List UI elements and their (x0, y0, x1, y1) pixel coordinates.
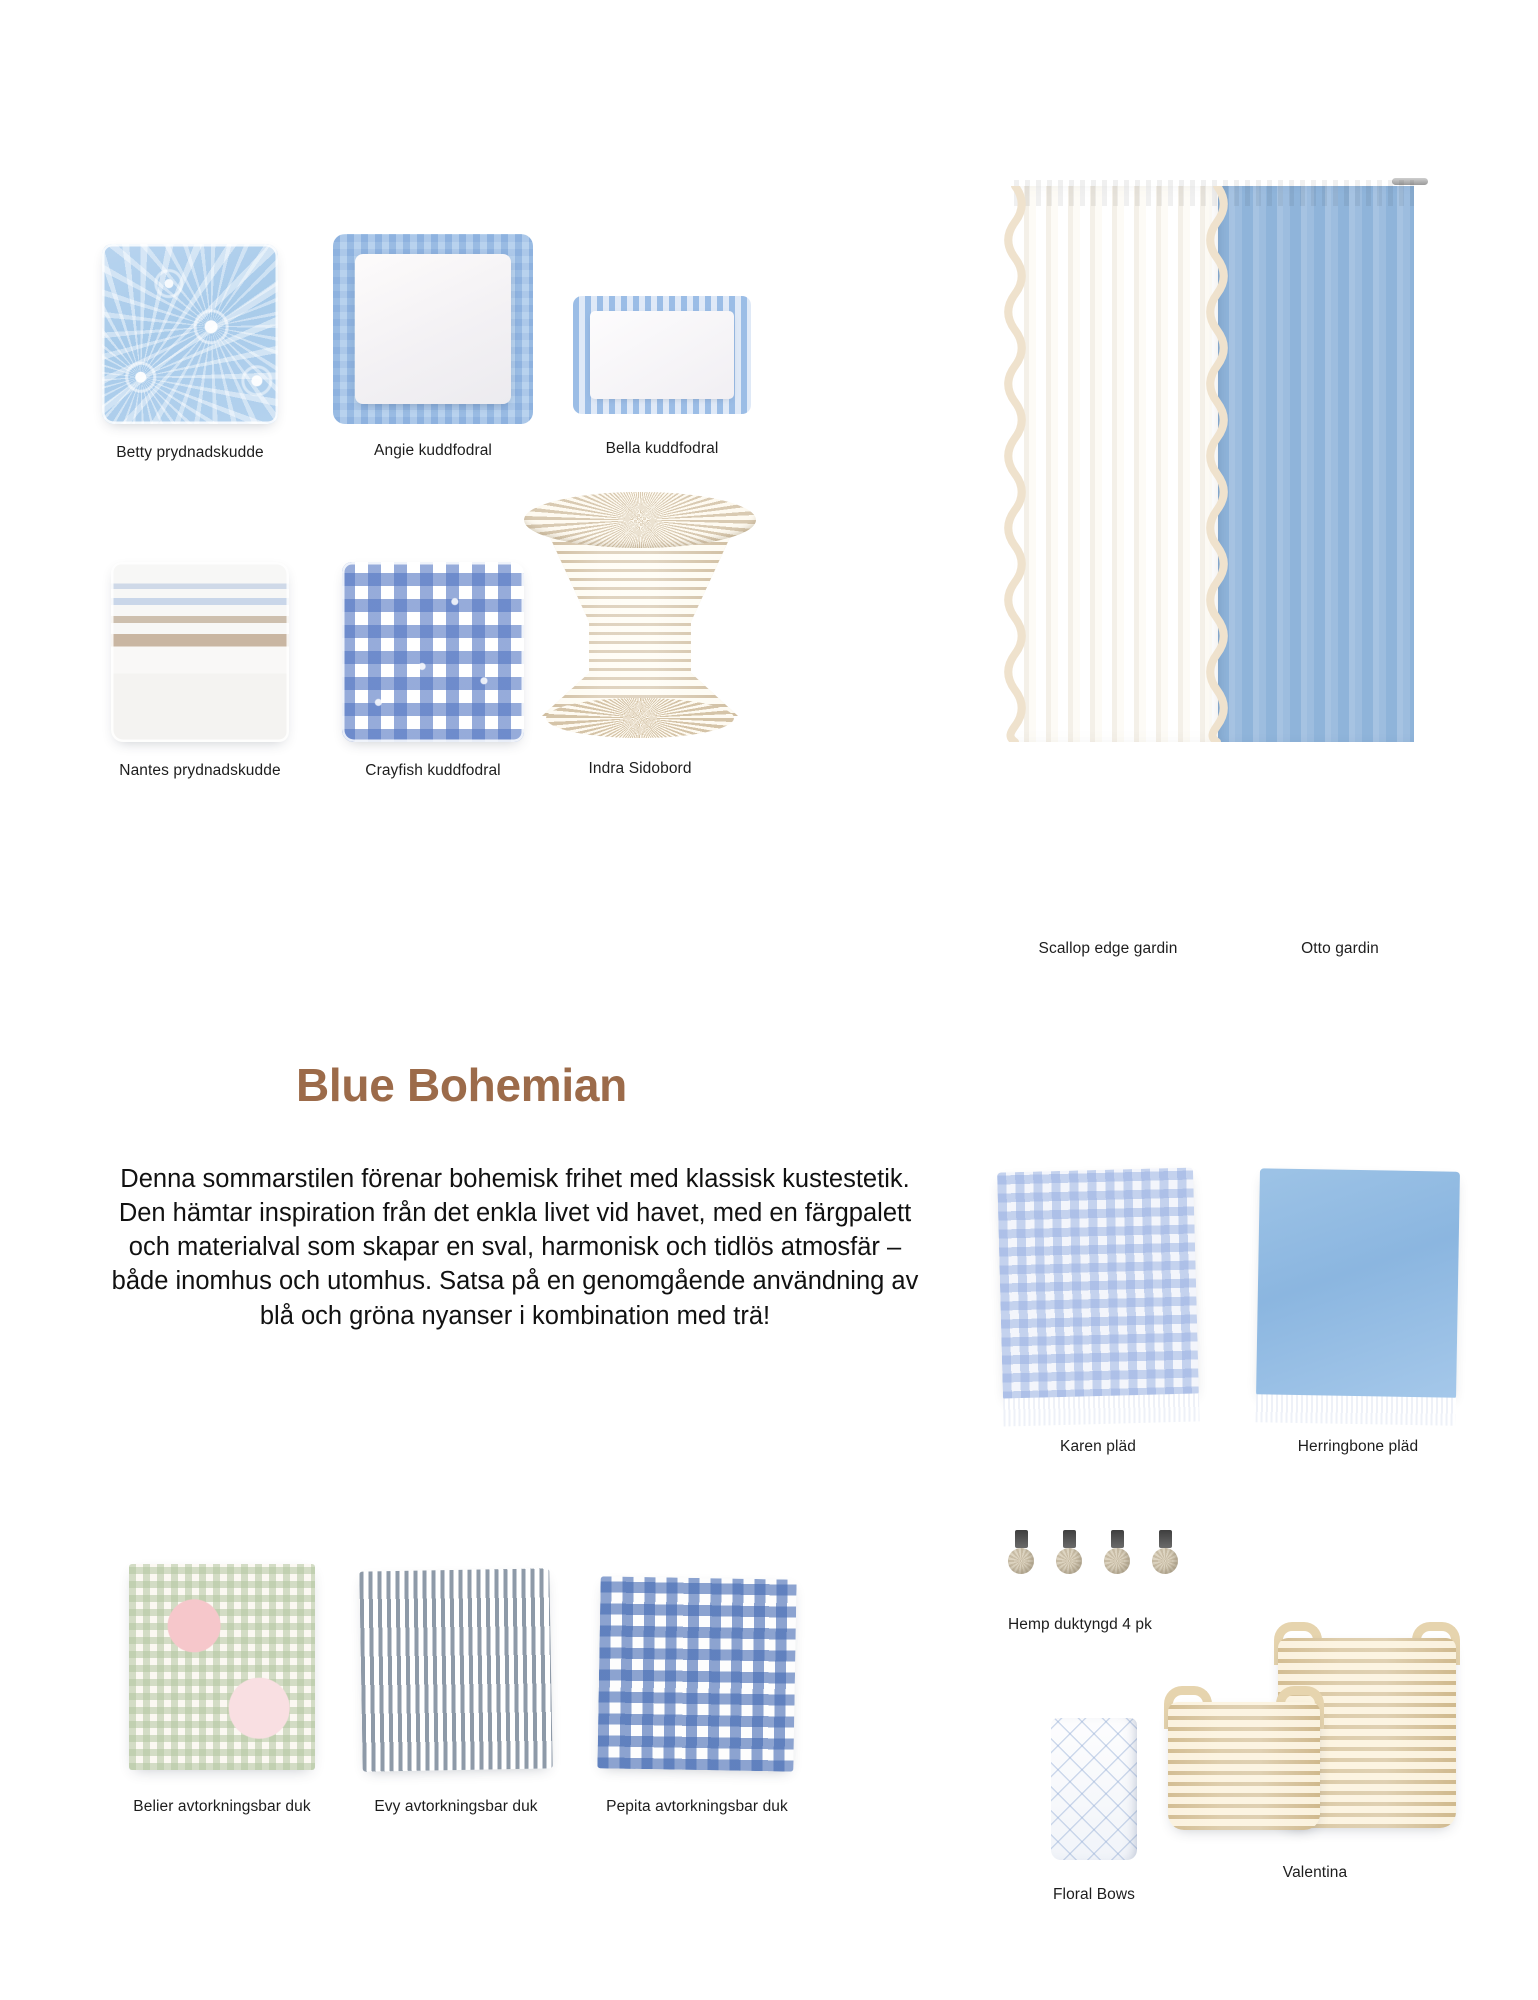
product-image-curtains (1000, 168, 1420, 748)
knot-ball-icon (1152, 1548, 1178, 1574)
product-label: Herringbone pläd (1297, 1438, 1419, 1455)
product-card-herringbone[interactable] (1246, 1128, 1470, 1457)
product-card-betty[interactable] (92, 212, 288, 463)
basket-small (1168, 1702, 1320, 1830)
curtain-cream-scallop-icon (1014, 186, 1224, 742)
tablecloth-weights-icon (1008, 1530, 1178, 1574)
product-image-belier (129, 1520, 315, 1770)
weight-item (1104, 1530, 1130, 1574)
product-label: Valentina (1282, 1864, 1348, 1881)
product-label: Floral Bows (1052, 1886, 1136, 1903)
fringe-edge (1003, 1393, 1200, 1426)
product-card-evy[interactable] (348, 1525, 564, 1817)
pillow-floral-blue-icon (102, 244, 278, 424)
piping-trim (102, 244, 278, 424)
product-label: Crayfish kuddfodral (365, 762, 501, 779)
product-image-floral-bows (1051, 1700, 1137, 1860)
product-label: Bella kuddfodral (605, 440, 719, 457)
throw-solid-blue-icon (1256, 1168, 1460, 1399)
product-card-bella[interactable] (564, 262, 760, 459)
weight-item (1008, 1530, 1034, 1574)
tablecloth-gingham-icon (597, 1576, 796, 1771)
tablecloth-floral-icon (129, 1564, 315, 1770)
rickrack-trim-right-icon (1206, 186, 1228, 742)
product-label: Evy avtorkningsbar duk (374, 1798, 538, 1815)
throw-checked-lightblue-icon (997, 1167, 1199, 1400)
product-image-pepita (599, 1530, 795, 1770)
table-base (546, 698, 734, 738)
fringe-edge (1256, 1394, 1456, 1425)
product-image-indra (524, 470, 756, 742)
vase-floral-bows-icon (1051, 1718, 1137, 1860)
product-card-belier[interactable] (112, 1520, 332, 1817)
knot-ball-icon (1104, 1548, 1130, 1574)
product-image-angie (333, 202, 533, 424)
table-body (542, 520, 738, 716)
rickrack-trim-left-icon (1004, 186, 1026, 742)
clip-icon (1111, 1530, 1124, 1548)
rattan-side-table-icon (524, 492, 756, 742)
product-label: Belier avtorkningsbar duk (133, 1798, 311, 1815)
product-image-karen (1000, 1138, 1196, 1398)
product-card-crayfish[interactable] (327, 540, 539, 781)
product-image-evy (361, 1525, 551, 1770)
basket-body (1168, 1702, 1320, 1830)
knot-ball-icon (1056, 1548, 1082, 1574)
product-label: Karen pläd (1060, 1438, 1136, 1455)
product-card-valentina[interactable] (1150, 1610, 1480, 1900)
curtain-blue-icon (1218, 186, 1414, 742)
product-label: Hemp duktyngd 4 pk (1008, 1616, 1152, 1633)
pillow-face (590, 311, 734, 399)
weight-item (1152, 1530, 1178, 1574)
pillow-lumbar-ruffle-icon (573, 296, 751, 414)
product-image-betty (102, 212, 278, 424)
product-card-karen[interactable] (990, 1138, 1206, 1457)
product-label: Indra Sidobord (588, 760, 692, 777)
product-label-otto-gardin: Otto gardin (1301, 940, 1379, 957)
piping-trim (342, 562, 524, 742)
weight-item (1056, 1530, 1082, 1574)
product-image-nantes (111, 540, 289, 742)
clip-icon (1063, 1530, 1076, 1548)
product-image-crayfish (342, 540, 524, 742)
product-label: Angie kuddfodral (374, 442, 492, 459)
feature-paragraph: Denna sommarstilen förenar bohemisk frihet med klassisk kustestetik. Den hämtar inspiration från det enkla livet vid havet, med en färgpalett och materialval som skapar en sval, harmonisk och tidlös atmosfär – både inomhus och utomhus. Satsa på en genomgående användning av blå och gröna nyanser i kombination med trä! (111, 1165, 919, 1330)
curtain-pair (1000, 168, 1420, 748)
pillow-gingham-icon (342, 562, 524, 742)
pillow-face (355, 254, 511, 404)
knot-ball-icon (1008, 1548, 1034, 1574)
piping-trim (111, 562, 289, 742)
product-label: Nantes prydnadskudde (119, 762, 281, 779)
clip-icon (1159, 1530, 1172, 1548)
tablecloth-striped-icon (359, 1568, 552, 1771)
page-title: Blue Bohemian (296, 1059, 627, 1111)
product-card-pepita[interactable] (582, 1530, 812, 1817)
product-label: Pepita avtorkningsbar duk (606, 1798, 788, 1815)
product-image-herringbone (1258, 1128, 1458, 1398)
product-card-angie[interactable] (325, 202, 541, 461)
product-card-nantes[interactable] (92, 540, 308, 781)
product-label-scallop-gardin: Scallop edge gardin (1038, 940, 1178, 957)
clip-icon (1015, 1530, 1028, 1548)
product-image-bella (573, 262, 751, 414)
product-card-indra[interactable] (524, 470, 756, 779)
table-top (524, 492, 756, 548)
pillow-white-ruffle-icon (333, 234, 533, 424)
pillow-striped-icon (111, 562, 289, 742)
product-label: Betty prydnadskudde (116, 444, 264, 461)
